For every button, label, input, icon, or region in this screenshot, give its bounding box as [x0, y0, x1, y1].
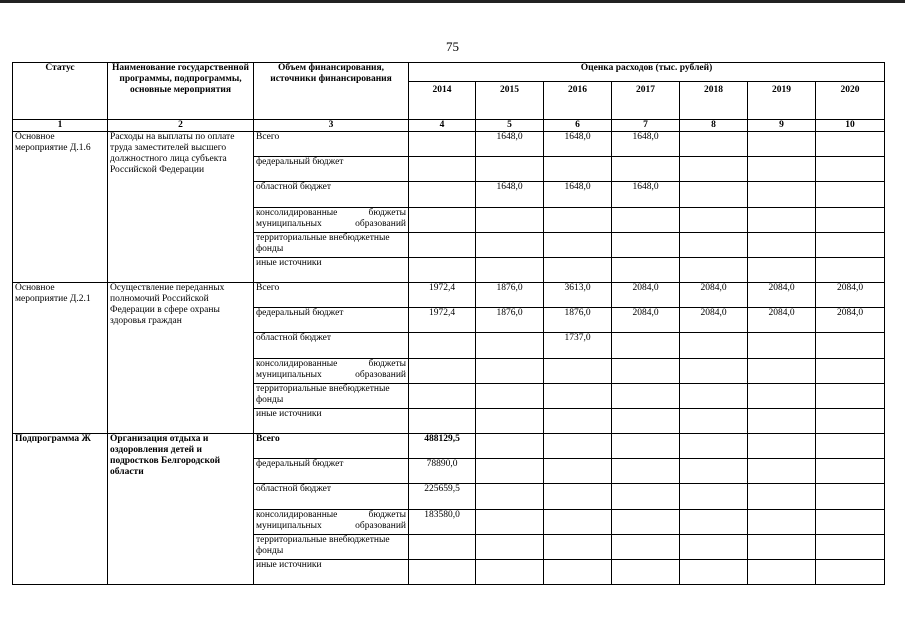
value-cell	[748, 459, 816, 484]
value-cell	[748, 409, 816, 434]
value-cell	[612, 459, 680, 484]
value-cell	[476, 484, 544, 510]
value-cell	[680, 182, 748, 208]
value-cell	[680, 157, 748, 182]
value-cell	[612, 208, 680, 233]
year-header: 2019	[748, 82, 816, 120]
value-cell	[409, 535, 476, 560]
year-header: 2018	[680, 82, 748, 120]
value-cell: 2084,0	[816, 283, 885, 308]
value-cell: 2084,0	[748, 283, 816, 308]
funding-source-cell: Всего	[254, 434, 409, 459]
value-cell	[748, 384, 816, 409]
value-cell	[816, 333, 885, 359]
funding-source-cell: Всего	[254, 132, 409, 157]
column-number: 9	[748, 120, 816, 132]
value-cell	[612, 535, 680, 560]
value-cell: 1876,0	[476, 283, 544, 308]
status-cell: Основное мероприятие Д.1.6	[13, 132, 108, 283]
value-cell	[409, 333, 476, 359]
value-cell	[680, 459, 748, 484]
value-cell	[544, 459, 612, 484]
value-cell: 1648,0	[544, 132, 612, 157]
value-cell	[409, 258, 476, 283]
value-cell	[612, 560, 680, 585]
value-cell	[476, 510, 544, 535]
value-cell	[680, 560, 748, 585]
value-cell	[544, 484, 612, 510]
table-row	[13, 434, 885, 459]
value-cell	[680, 208, 748, 233]
program-name-cell: Осуществление переданных полномочий Российской Федерации в сфере охраны здоровья граждан	[108, 283, 254, 434]
value-cell	[748, 434, 816, 459]
value-cell	[476, 384, 544, 409]
year-header: 2015	[476, 82, 544, 120]
header-name: Наименование государственной программы, подпрограммы, основные мероприятия	[108, 63, 254, 120]
value-cell	[409, 560, 476, 585]
year-header: 2014	[409, 82, 476, 120]
value-cell: 2084,0	[748, 308, 816, 333]
funding-source-cell: территориальные внебюджетные фонды	[254, 233, 409, 258]
value-cell	[816, 484, 885, 510]
value-cell	[816, 409, 885, 434]
value-cell	[680, 535, 748, 560]
value-cell	[748, 233, 816, 258]
value-cell	[816, 535, 885, 560]
funding-source-cell: иные источники	[254, 258, 409, 283]
value-cell: 2084,0	[816, 308, 885, 333]
funding-source-cell: федеральный бюджет	[254, 459, 409, 484]
value-cell: 3613,0	[544, 283, 612, 308]
value-cell	[476, 434, 544, 459]
value-cell	[748, 484, 816, 510]
value-cell	[680, 510, 748, 535]
year-header: 2020	[816, 82, 885, 120]
page-number: 75	[446, 39, 459, 54]
value-cell	[680, 484, 748, 510]
value-cell: 78890,0	[409, 459, 476, 484]
column-number: 10	[816, 120, 885, 132]
funding-source-cell: консолидированные бюджеты муниципальных образований	[254, 208, 409, 233]
funding-source-cell: консолидированные бюджеты муниципальных образований	[254, 359, 409, 384]
value-cell: 1648,0	[476, 132, 544, 157]
value-cell	[680, 333, 748, 359]
value-cell	[680, 409, 748, 434]
value-cell	[476, 333, 544, 359]
value-cell	[748, 132, 816, 157]
value-cell: 1648,0	[612, 132, 680, 157]
value-cell	[816, 434, 885, 459]
value-cell: 2084,0	[680, 308, 748, 333]
value-cell	[612, 409, 680, 434]
value-cell	[409, 409, 476, 434]
value-cell: 1648,0	[476, 182, 544, 208]
funding-source-cell: федеральный бюджет	[254, 157, 409, 182]
value-cell	[816, 510, 885, 535]
value-cell	[680, 384, 748, 409]
year-header: 2017	[612, 82, 680, 120]
budget-table	[12, 62, 885, 585]
value-cell	[816, 182, 885, 208]
value-cell	[544, 208, 612, 233]
value-cell	[544, 258, 612, 283]
value-cell	[476, 409, 544, 434]
table-row	[13, 132, 885, 157]
status-cell: Подпрограмма Ж	[13, 434, 108, 585]
column-number: 8	[680, 120, 748, 132]
column-number: 6	[544, 120, 612, 132]
funding-source-cell: областной бюджет	[254, 484, 409, 510]
value-cell	[409, 208, 476, 233]
header-estimate: Оценка расходов (тыс. рублей)	[409, 63, 885, 82]
value-cell	[816, 208, 885, 233]
value-cell	[816, 560, 885, 585]
value-cell	[476, 258, 544, 283]
value-cell: 225659,5	[409, 484, 476, 510]
column-number: 4	[409, 120, 476, 132]
value-cell	[544, 233, 612, 258]
table-row	[13, 283, 885, 308]
value-cell: 2084,0	[612, 283, 680, 308]
value-cell	[612, 333, 680, 359]
column-number: 2	[108, 120, 254, 132]
value-cell: 2084,0	[680, 283, 748, 308]
value-cell	[544, 510, 612, 535]
value-cell: 2084,0	[612, 308, 680, 333]
value-cell	[748, 359, 816, 384]
header-funding: Объем финансирования, источники финансирования	[254, 63, 409, 120]
funding-source-cell: областной бюджет	[254, 182, 409, 208]
value-cell	[409, 384, 476, 409]
value-cell	[544, 434, 612, 459]
value-cell	[748, 333, 816, 359]
value-cell: 1648,0	[544, 182, 612, 208]
header-status: Статус	[13, 63, 108, 120]
funding-source-cell: иные источники	[254, 560, 409, 585]
funding-source-cell: консолидированные бюджеты муниципальных образований	[254, 510, 409, 535]
value-cell	[612, 258, 680, 283]
funding-source-cell: территориальные внебюджетные фонды	[254, 384, 409, 409]
funding-source-cell: федеральный бюджет	[254, 308, 409, 333]
value-cell	[816, 384, 885, 409]
value-cell	[476, 535, 544, 560]
year-header: 2016	[544, 82, 612, 120]
value-cell	[476, 459, 544, 484]
value-cell: 1876,0	[544, 308, 612, 333]
value-cell	[748, 157, 816, 182]
value-cell	[612, 484, 680, 510]
value-cell	[680, 233, 748, 258]
value-cell	[476, 560, 544, 585]
value-cell	[680, 359, 748, 384]
value-cell	[409, 132, 476, 157]
value-cell	[612, 233, 680, 258]
value-cell	[544, 409, 612, 434]
value-cell	[544, 157, 612, 182]
value-cell	[544, 384, 612, 409]
top-rule	[0, 0, 905, 3]
value-cell: 1876,0	[476, 308, 544, 333]
value-cell	[680, 132, 748, 157]
value-cell: 1972,4	[409, 308, 476, 333]
value-cell	[816, 233, 885, 258]
value-cell: 488129,5	[409, 434, 476, 459]
value-cell	[544, 535, 612, 560]
value-cell	[816, 359, 885, 384]
value-cell	[816, 459, 885, 484]
value-cell: 1737,0	[544, 333, 612, 359]
value-cell	[476, 208, 544, 233]
value-cell	[680, 258, 748, 283]
value-cell	[476, 359, 544, 384]
column-number: 3	[254, 120, 409, 132]
value-cell	[748, 560, 816, 585]
value-cell	[816, 258, 885, 283]
value-cell: 1648,0	[612, 182, 680, 208]
value-cell	[409, 182, 476, 208]
value-cell	[612, 157, 680, 182]
value-cell	[680, 434, 748, 459]
value-cell	[612, 510, 680, 535]
value-cell	[409, 157, 476, 182]
value-cell	[409, 359, 476, 384]
funding-source-cell: территориальные внебюджетные фонды	[254, 535, 409, 560]
value-cell	[748, 208, 816, 233]
funding-source-cell: Всего	[254, 283, 409, 308]
column-number: 1	[13, 120, 108, 132]
column-number: 5	[476, 120, 544, 132]
status-cell: Основное мероприятие Д.2.1	[13, 283, 108, 434]
value-cell	[544, 560, 612, 585]
program-name-cell: Организация отдыха и оздоровления детей и подростков Белгородской области	[108, 434, 254, 585]
value-cell	[476, 157, 544, 182]
value-cell	[816, 157, 885, 182]
value-cell	[409, 233, 476, 258]
funding-source-cell: областной бюджет	[254, 333, 409, 359]
value-cell	[544, 359, 612, 384]
funding-source-cell: иные источники	[254, 409, 409, 434]
program-name-cell: Расходы на выплаты по оплате труда заместителей высшего должностного лица субъекта Российской Федерации	[108, 132, 254, 283]
value-cell	[612, 384, 680, 409]
value-cell	[476, 233, 544, 258]
value-cell	[748, 510, 816, 535]
value-cell	[612, 359, 680, 384]
value-cell	[748, 258, 816, 283]
value-cell	[816, 132, 885, 157]
value-cell: 1972,4	[409, 283, 476, 308]
value-cell	[748, 535, 816, 560]
value-cell	[748, 182, 816, 208]
column-number: 7	[612, 120, 680, 132]
value-cell: 183580,0	[409, 510, 476, 535]
value-cell	[612, 434, 680, 459]
